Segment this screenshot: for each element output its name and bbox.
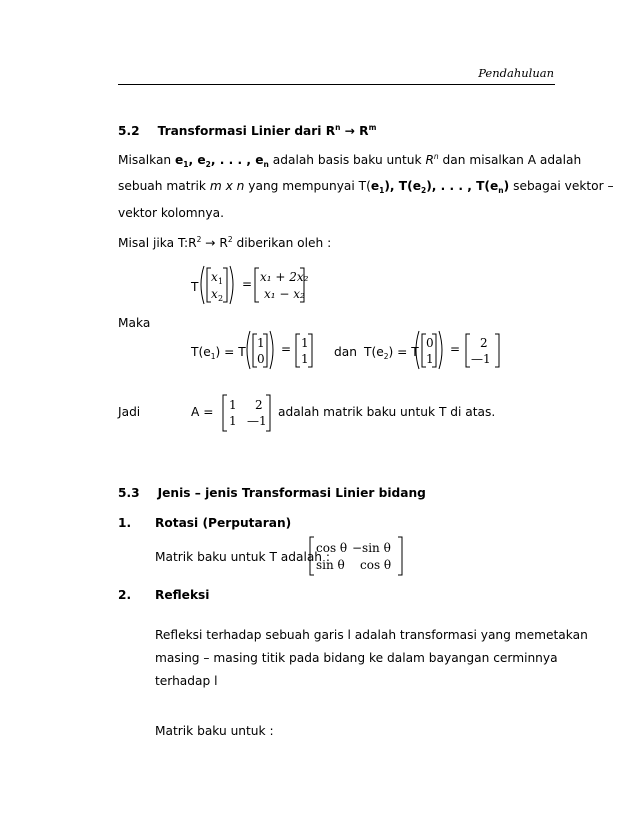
item-2-number: 2. bbox=[118, 588, 132, 602]
te1-bottom: 0 bbox=[257, 352, 265, 366]
te2-label: $T(e_2) = T$ bbox=[364, 345, 419, 361]
sup-m: m bbox=[368, 123, 377, 132]
te2-equals: = bbox=[450, 342, 461, 356]
rot-m11: cos θ bbox=[316, 541, 348, 555]
bracket-left-2 bbox=[255, 268, 259, 302]
paragraph-line-1: Misalkan $e_1$, $e_2$, . . . , $e_n$ adalah basis baku untuk $R^n$ dan misalkan A adalah bbox=[118, 152, 582, 169]
rot-m21: sin θ bbox=[316, 558, 345, 572]
jadi-text: adalah matrik baku untuk T di atas. bbox=[278, 405, 496, 419]
sup-n: n bbox=[335, 123, 341, 132]
reflection-line-3: terhadap l bbox=[155, 674, 218, 688]
paren-left bbox=[201, 266, 204, 304]
r-symbol: R bbox=[359, 124, 369, 138]
paragraph-line-2: sebuah matrik m x n yang mempunyai $T(e_1)$, $T(e_2)$, . . . , $T(e_n)$ sebagai vektor – bbox=[118, 179, 614, 195]
rotation-text: Matrik baku untuk T adalah : bbox=[155, 550, 331, 564]
equals-sign: = bbox=[242, 277, 253, 291]
rotation-matrix bbox=[308, 534, 408, 578]
te2-bottom: 1 bbox=[426, 352, 434, 366]
bracket-right bbox=[223, 268, 227, 302]
A12: 2 bbox=[255, 398, 263, 412]
te2-equation bbox=[413, 328, 505, 374]
te2-top: 0 bbox=[426, 336, 434, 350]
result-row-2: x₁ − x₂ bbox=[264, 287, 305, 301]
jadi-label: Jadi bbox=[118, 405, 141, 419]
te1-top: 1 bbox=[257, 336, 265, 350]
te1-equation bbox=[244, 328, 318, 374]
dan-label: dan bbox=[334, 345, 357, 359]
rot-m12: −sin θ bbox=[352, 541, 391, 555]
rot-m22: cos θ bbox=[360, 558, 392, 572]
item-1-number: 1. bbox=[118, 516, 132, 530]
te2-result-bottom: —1 bbox=[471, 352, 491, 366]
def-T-label: T bbox=[191, 280, 199, 294]
te1-equals: = bbox=[281, 342, 292, 356]
section-5-2-heading bbox=[118, 123, 376, 138]
reflection-line-1: Refleksi terhadap sebuah garis l adalah transformasi yang memetakan bbox=[155, 628, 588, 642]
x1-sub: 1 bbox=[218, 277, 224, 286]
reflection-line-2: masing – masing titik pada bidang ke dalam bayangan cerminnya bbox=[155, 651, 558, 665]
section-title: Jenis – jenis Transformasi Linier bidang bbox=[157, 486, 426, 500]
definition-equation bbox=[196, 262, 308, 308]
arrow-icon: → bbox=[344, 124, 355, 138]
x2-sub: 2 bbox=[218, 294, 224, 303]
item-2-title: Refleksi bbox=[155, 588, 210, 602]
A-label: A = bbox=[191, 405, 214, 419]
paren-right bbox=[230, 266, 233, 304]
x2-var: x bbox=[211, 287, 218, 301]
A22: —1 bbox=[247, 414, 267, 428]
maka-label: Maka bbox=[118, 316, 151, 330]
matrix-A bbox=[220, 392, 276, 434]
te2-result-top: 2 bbox=[480, 336, 488, 350]
section-number: 5.3 bbox=[118, 486, 140, 500]
A21: 1 bbox=[229, 414, 237, 428]
header-rule bbox=[118, 84, 555, 85]
section-5-3-heading bbox=[118, 486, 426, 500]
x1-var: x bbox=[211, 270, 218, 284]
matrix-baku-label: Matrik baku untuk : bbox=[155, 724, 274, 738]
te1-result-top: 1 bbox=[301, 336, 309, 350]
te1-label: $T(e_1) = T$ bbox=[191, 345, 246, 361]
result-row-1: x₁ + 2x₂ bbox=[260, 270, 308, 284]
section-title: Transformasi Linier dari R bbox=[157, 124, 336, 138]
misal-line: Misal jika $T:R^2 \to R^2$ diberikan oleh : bbox=[118, 235, 332, 250]
item-1-title: Rotasi (Perputaran) bbox=[155, 516, 292, 530]
te1-result-bottom: 1 bbox=[301, 352, 309, 366]
page-header: Pendahuluan bbox=[478, 66, 554, 80]
section-number: 5.2 bbox=[118, 124, 140, 138]
A11: 1 bbox=[229, 398, 237, 412]
paragraph-line-3: vektor kolomnya. bbox=[118, 206, 224, 220]
